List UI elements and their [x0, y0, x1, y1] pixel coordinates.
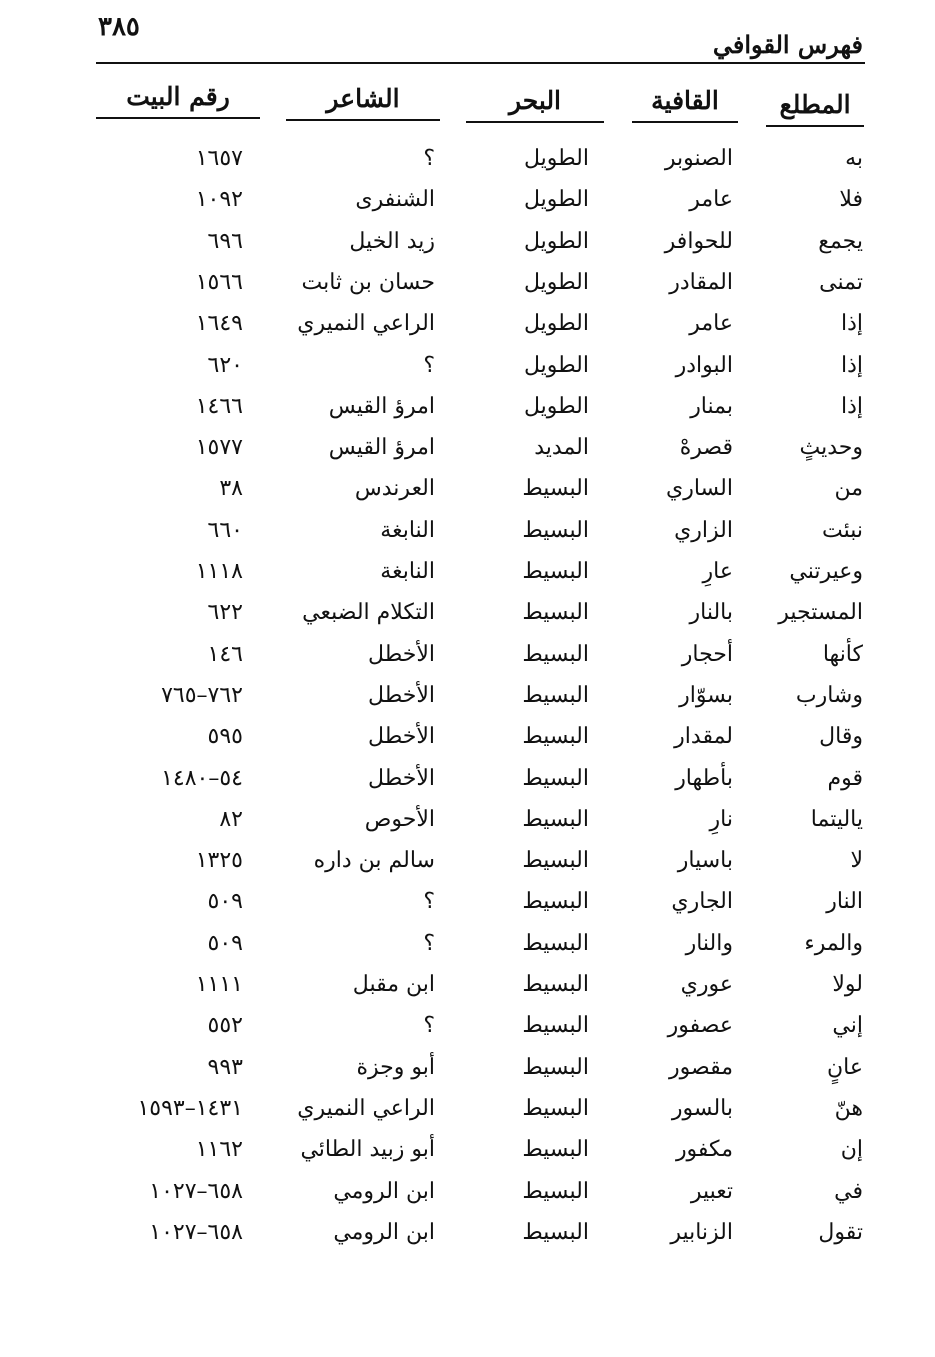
cell-shaer: ابن الرومي — [333, 1178, 435, 1204]
cell-shaer: الراعي النميري — [297, 1095, 435, 1121]
table-row — [0, 1137, 935, 1177]
cell-raqm: ٥٥٢ — [207, 1013, 243, 1039]
cell-raqm: ١٦٤٩ — [195, 311, 243, 337]
cell-raqm: ٥٩٥ — [207, 724, 243, 750]
table-row — [0, 518, 935, 558]
cell-qafiya: الجاري — [671, 889, 733, 915]
cell-matla: يجمع — [818, 228, 863, 254]
cell-bahr: المديد — [534, 435, 589, 461]
cell-shaer: ؟ — [423, 930, 435, 956]
cell-shaer: سالم بن داره — [313, 848, 435, 874]
cell-raqm: ١١٦٢ — [195, 1137, 243, 1163]
cell-matla: عانٍ — [827, 1054, 863, 1080]
cell-qafiya: المقادر — [669, 269, 733, 295]
cell-raqm: ١٤٦ — [207, 641, 243, 667]
cell-matla: لا — [850, 848, 863, 874]
cell-bahr: الطويل — [523, 228, 589, 254]
cell-matla: إذا — [840, 393, 863, 419]
cell-matla: ياليتما — [810, 806, 863, 832]
cell-raqm: ١١١١ — [195, 972, 243, 997]
cell-matla: نبئت — [821, 517, 863, 543]
cell-qafiya: قصرهْ — [679, 435, 733, 461]
header-qafiya: القافية — [632, 86, 738, 123]
cell-bahr: البسيط — [522, 1095, 589, 1121]
cell-shaer: النابغة — [380, 559, 435, 584]
cell-qafiya: الزاري — [674, 517, 733, 543]
cell-matla: إن — [840, 1137, 863, 1163]
cell-bahr: البسيط — [522, 641, 589, 667]
cell-shaer: الأحوص — [364, 806, 435, 832]
cell-bahr: البسيط — [522, 517, 589, 543]
cell-matla: إذا — [840, 352, 863, 378]
cell-matla: كأنها — [822, 641, 863, 667]
cell-raqm: ٥٠٩ — [207, 930, 243, 956]
cell-qafiya: باسيار — [677, 848, 733, 874]
cell-bahr: البسيط — [522, 559, 589, 584]
table-row — [0, 931, 935, 971]
cell-matla: لولا — [832, 972, 863, 997]
cell-matla: من — [834, 476, 863, 502]
table-row — [0, 724, 935, 764]
cell-qafiya: عوري — [680, 972, 733, 997]
cell-bahr: البسيط — [522, 1178, 589, 1204]
cell-matla: المستجير — [778, 600, 863, 626]
cell-qafiya: عامر — [689, 311, 733, 337]
cell-matla: والمرء — [804, 930, 863, 956]
cell-bahr: البسيط — [522, 806, 589, 832]
cell-bahr: البسيط — [522, 972, 589, 997]
cell-matla: فلا — [839, 187, 863, 213]
cell-qafiya: بالسور — [671, 1095, 733, 1121]
table-row — [0, 476, 935, 516]
table-row — [0, 187, 935, 227]
cell-raqm: ٧٦٢–٧٦٥ — [161, 682, 243, 708]
table-row — [0, 807, 935, 847]
cell-bahr: الطويل — [523, 393, 589, 419]
cell-shaer: زيد الخيل — [349, 228, 435, 254]
page-title: فهرس القوافي — [712, 30, 863, 59]
cell-raqm: ٦٢٠ — [207, 352, 243, 378]
cell-bahr: البسيط — [522, 1054, 589, 1080]
cell-matla: النار — [826, 889, 863, 915]
cell-shaer: امرؤ القيس — [328, 435, 435, 461]
cell-qafiya: بأطهار — [675, 765, 733, 791]
table-row — [0, 559, 935, 599]
cell-raqm: ١٦٥٧ — [195, 146, 243, 171]
cell-bahr: البسيط — [522, 600, 589, 626]
cell-shaer: الأخطل — [368, 724, 435, 750]
cell-shaer: امرؤ القيس — [328, 393, 435, 419]
cell-qafiya: مقصور — [669, 1054, 733, 1080]
cell-matla: وحديثٍ — [799, 435, 863, 461]
cell-qafiya: تعبير — [690, 1178, 733, 1204]
cell-qafiya: بسوّار — [679, 682, 733, 708]
cell-raqm: ١٣٢٥ — [195, 848, 243, 874]
cell-bahr: البسيط — [522, 724, 589, 750]
table-row — [0, 394, 935, 434]
cell-matla: إني — [832, 1013, 863, 1039]
cell-qafiya: مكفور — [675, 1137, 733, 1163]
table-row — [0, 1055, 935, 1095]
cell-qafiya: لمقدار — [674, 724, 733, 750]
cell-matla: إذا — [840, 311, 863, 337]
cell-raqm: ١٠٩٢ — [195, 187, 243, 213]
cell-shaer: أبو وجزة — [356, 1054, 435, 1080]
cell-raqm: ٦٥٨–١٠٢٧ — [149, 1219, 243, 1245]
cell-bahr: الطويل — [523, 269, 589, 295]
cell-shaer: التكلام الضبعي — [302, 600, 435, 626]
table-row — [0, 1220, 935, 1260]
cell-shaer: الشنفرى — [355, 187, 435, 213]
table-row — [0, 1013, 935, 1053]
cell-bahr: البسيط — [522, 848, 589, 874]
table-row — [0, 146, 935, 186]
cell-qafiya: أحجار — [681, 641, 733, 667]
cell-bahr: البسيط — [522, 930, 589, 956]
cell-shaer: ؟ — [423, 352, 435, 378]
cell-bahr: البسيط — [522, 765, 589, 791]
cell-raqm: ٥٠٩ — [207, 889, 243, 915]
cell-shaer: النابغة — [380, 517, 435, 543]
cell-matla: وشارب — [795, 682, 863, 708]
page-number: ٣٨٥ — [98, 12, 140, 42]
cell-qafiya: الصنوبر — [664, 146, 733, 171]
cell-matla: قوم — [827, 765, 863, 791]
cell-shaer: أبو زبيد الطائي — [300, 1137, 435, 1163]
table-row — [0, 889, 935, 929]
cell-qafiya: نارِ — [709, 806, 733, 832]
cell-shaer: ؟ — [423, 1013, 435, 1039]
table-row — [0, 353, 935, 393]
cell-raqm: ٩٩٣ — [207, 1054, 243, 1080]
cell-shaer: حسان بن ثابت — [301, 269, 435, 295]
header-shaer: الشاعر — [286, 84, 440, 121]
cell-bahr: البسيط — [522, 1137, 589, 1163]
cell-bahr: الطويل — [523, 187, 589, 213]
cell-shaer: الأخطل — [368, 641, 435, 667]
cell-shaer: الراعي النميري — [297, 311, 435, 337]
table-row — [0, 270, 935, 310]
cell-qafiya: للحوافر — [664, 228, 733, 254]
cell-shaer: ابن الرومي — [333, 1219, 435, 1245]
cell-qafiya: الساري — [666, 476, 733, 502]
cell-matla: وقال — [819, 724, 863, 750]
cell-raqm: ٥٤–١٤٨٠ — [161, 765, 243, 791]
cell-raqm: ١١١٨ — [195, 559, 243, 584]
cell-raqm: ٣٨ — [219, 476, 243, 502]
cell-bahr: البسيط — [522, 476, 589, 502]
table-row — [0, 1179, 935, 1219]
table-row — [0, 972, 935, 1012]
cell-raqm: ٨٢ — [219, 806, 243, 832]
cell-shaer: الأخطل — [368, 765, 435, 791]
cell-matla: هنّ — [834, 1095, 863, 1121]
cell-shaer: ؟ — [423, 889, 435, 915]
header-raqm: رقم البيت — [96, 82, 260, 119]
cell-bahr: البسيط — [522, 682, 589, 708]
header-bahr: البحر — [466, 86, 604, 123]
table-row — [0, 683, 935, 723]
cell-bahr: البسيط — [522, 1013, 589, 1039]
cell-shaer: العرندس — [354, 476, 435, 502]
cell-shaer: ابن مقبل — [352, 972, 435, 997]
table-row — [0, 848, 935, 888]
table-row — [0, 435, 935, 475]
table-row — [0, 229, 935, 269]
cell-qafiya: الزنابير — [670, 1219, 733, 1245]
cell-bahr: الطويل — [523, 311, 589, 337]
cell-bahr: الطويل — [523, 352, 589, 378]
cell-matla: تمنى — [819, 269, 863, 295]
cell-raqm: ١٥٧٧ — [195, 435, 243, 461]
cell-raqm: ١٥٦٦ — [195, 269, 243, 295]
cell-bahr: البسيط — [522, 889, 589, 915]
cell-qafiya: البوادر — [675, 352, 733, 378]
cell-qafiya: عارِ — [702, 559, 733, 584]
cell-raqm: ٦٩٦ — [207, 228, 243, 254]
cell-raqm: ٦٦٠ — [207, 517, 243, 543]
cell-shaer: الأخطل — [368, 682, 435, 708]
cell-matla: به — [845, 146, 863, 171]
header-matla: المطلع — [766, 90, 864, 127]
cell-raqm: ١٤٦٦ — [195, 393, 243, 419]
cell-matla: في — [834, 1178, 863, 1204]
cell-qafiya: بالنار — [689, 600, 733, 626]
cell-qafiya: والنار — [685, 930, 733, 956]
cell-raqm: ٦٥٨–١٠٢٧ — [149, 1178, 243, 1204]
table-row — [0, 1096, 935, 1136]
cell-bahr: البسيط — [522, 1219, 589, 1245]
table-row — [0, 600, 935, 640]
cell-matla: وعيرتني — [789, 559, 863, 584]
cell-qafiya: عامر — [689, 187, 733, 213]
cell-qafiya: عصفور — [667, 1013, 733, 1039]
table-row — [0, 766, 935, 806]
table-row — [0, 311, 935, 351]
cell-raqm: ١٤٣١–١٥٩٣ — [137, 1095, 243, 1121]
cell-raqm: ٦٢٢ — [207, 600, 243, 626]
table-row — [0, 642, 935, 682]
cell-shaer: ؟ — [423, 146, 435, 171]
cell-bahr: الطويل — [523, 146, 589, 171]
cell-matla: تقول — [818, 1219, 863, 1245]
cell-qafiya: بمنار — [690, 393, 733, 419]
